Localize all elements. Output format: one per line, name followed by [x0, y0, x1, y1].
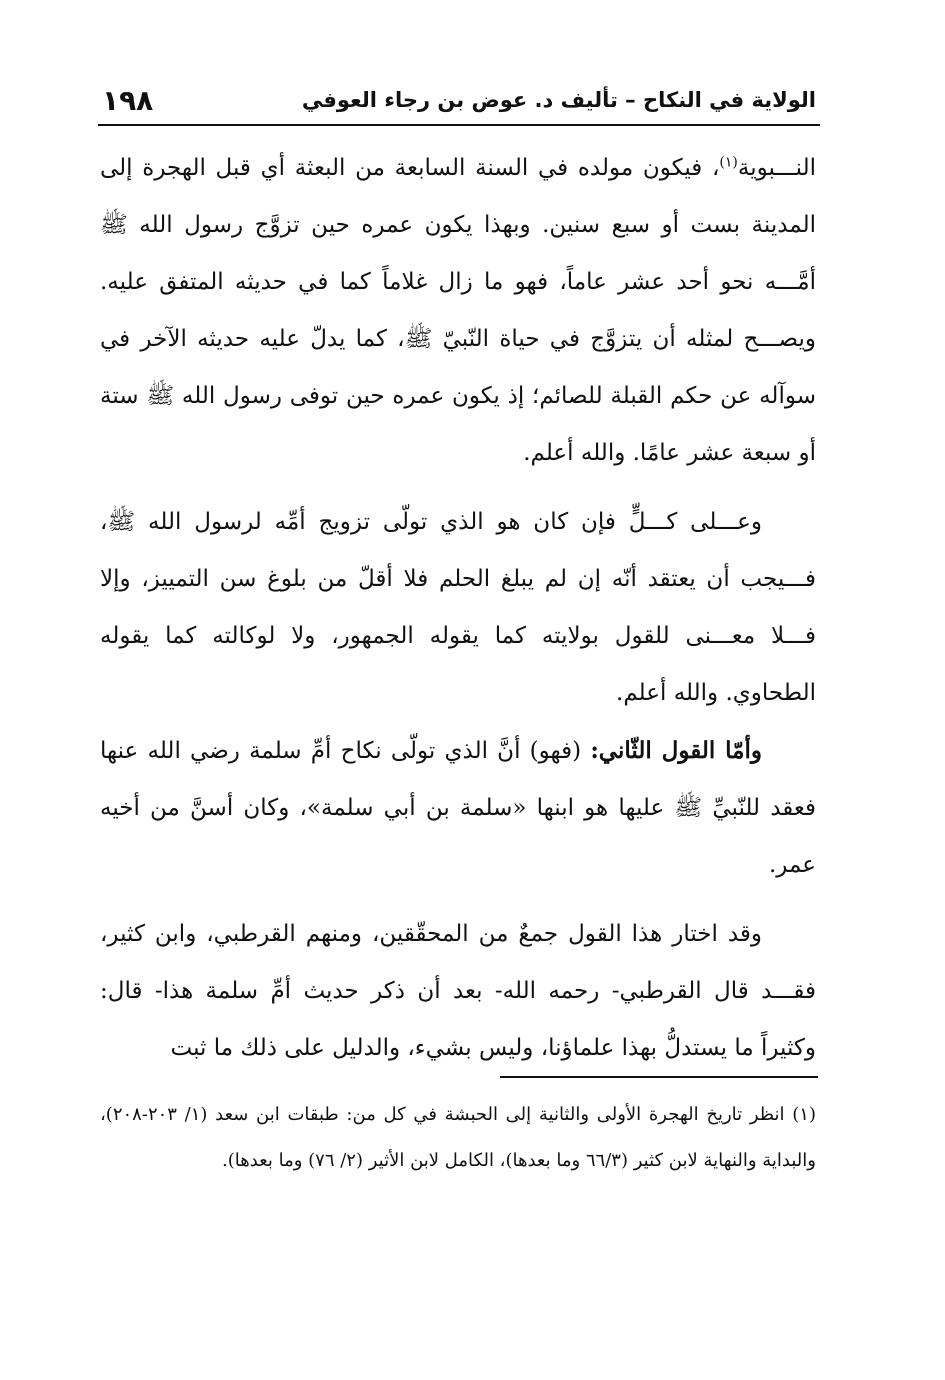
paragraph-1-start: النـــبوية [737, 155, 816, 181]
running-title: الولاية في النكاح – تأليف د. عوض بن رجاء العوفي [301, 88, 816, 112]
paragraph-1-rest: ، فيكون مولده في السنة السابعة من البعثة أي قبل الهجرة إلى المدينة بست أو سبع سنين. وبهذا يكون عمره حين تزوَّج رسول الله ﷺ أمَّـــه نحو أحد عشر عاماً، فهو ما زال غلاماً كما في حديثه المتفق عليه. ويصـــح لمثله أن يتزوَّج في حياة النّبيّ ﷺ، كما يدلّ عليه حديثه الآخر في سوآله عن حكم القبلة للصائم؛ إذ يكون عمره حين توفى رسول الله ﷺ ستة أو سبعة عشر عامًا. والله أعلم. [100, 155, 816, 466]
footnotes [100, 1092, 816, 1184]
paragraph-2: وعـــلى كـــلٍّ فإن كان هو الذي تولّى تزويج أمِّه لرسول الله ﷺ، فـــيجب أن يعتقد أنّه إن لم يبلغ الحلم فلا أقلّ من بلوغ سن التمييز، وإلا فـــلا معـــنى للقول بولايته كما يقوله الجمهور، ولا لوكالته كما يقوله الطحاوي. والله أعلم. [100, 509, 816, 706]
paragraph-3 [100, 722, 816, 894]
footnote-reference: (١) [719, 154, 738, 171]
paragraph-3-rest: (فهو) أنَّ الذي تولّى نكاح أمِّ سلمة رضي الله عنها فعقد للنّبيِّ ﷺ عليها هو ابنها «سلمة بن أبي سلمة»، وكان أسنَّ من أخيه عمر. [100, 738, 816, 878]
paragraph-3-heading: وأمّا القول الثّاني: [590, 737, 762, 764]
footnote-1: (١) انظر تاريخ الهجرة الأولى والثانية إلى الحبشة في كل من: طبقات ابن سعد (١/ ٢٠٣-٢٠٨)، والبداية والنهاية لابن كثير (٦٦/٣ وما بعدها)، الكامل لابن الأثير (٢/ ٧٦) وما بعدها). [100, 1104, 816, 1171]
page-header [98, 84, 820, 126]
paragraph-1 [100, 140, 816, 482]
page-number: ١٩٨ [102, 84, 154, 117]
main-text [100, 140, 816, 1077]
footnote-divider [500, 1076, 818, 1078]
paragraph-4: وقد اختار هذا القول جمعٌ من المحقّقين، ومنهم القرطبي، وابن كثير، فقـــد قال القرطبي- رحمه الله- بعد أن ذكر حديث أمِّ سلمة هذا- قال: وكثيراً ما يستدلُّ بهذا علماؤنا، وليس بشيء، والدليل على ذلك ما ثبت [100, 921, 816, 1061]
